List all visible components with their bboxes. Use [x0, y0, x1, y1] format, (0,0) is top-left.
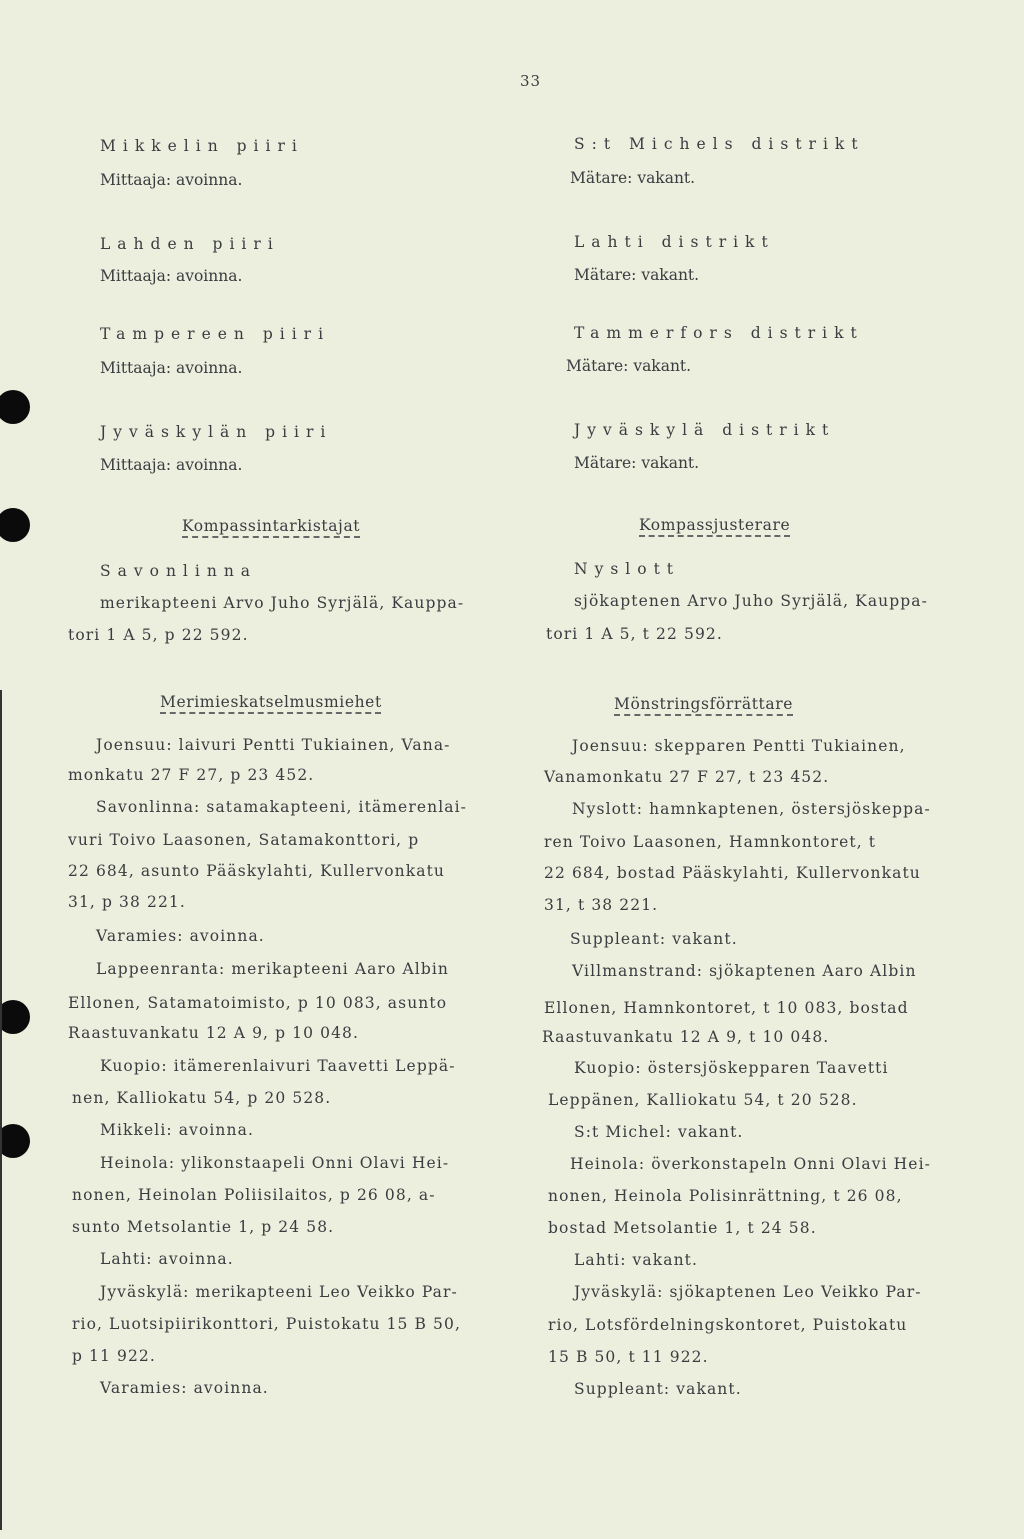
entry-line: 31, p 38 221.	[68, 893, 186, 911]
punch-hole	[0, 1000, 30, 1034]
entry-line: Jyväskylä: merikapteeni Leo Veikko Par-	[100, 1283, 458, 1301]
entry-line: monkatu 27 F 27, p 23 452.	[68, 766, 315, 784]
entry-line: 31, t 38 221.	[544, 896, 659, 914]
entry-line: Leppänen, Kalliokatu 54, t 20 528.	[548, 1091, 858, 1109]
entry-line: bostad Metsolantie 1, t 24 58.	[548, 1219, 817, 1237]
district-heading: Tampereen piiri	[100, 325, 331, 343]
entry-line: Ellonen, Satamatoimisto, p 10 083, asunto	[68, 994, 448, 1012]
entry-line: Varamies: avoinna.	[96, 927, 265, 945]
entry-line: Villmanstrand: sjökaptenen Aaro Albin	[572, 962, 917, 980]
entry-line: Ellonen, Hamnkontoret, t 10 083, bostad	[544, 999, 909, 1017]
district-heading: Jyväskylän piiri	[100, 423, 333, 441]
district-measurer: Mätare: vakant.	[566, 357, 692, 375]
entry-line: ren Toivo Laasonen, Hamnkontoret, t	[544, 833, 877, 851]
place-heading: Savonlinna	[100, 562, 258, 580]
entry-line: Raastuvankatu 12 A 9, p 10 048.	[68, 1024, 360, 1042]
page-number: 33	[520, 72, 542, 90]
district-measurer: Mätare: vakant.	[574, 454, 700, 472]
district-measurer: Mittaaja: avoinna.	[100, 171, 243, 189]
district-heading: Lahti distrikt	[574, 233, 775, 251]
entry-line: Heinola: ylikonstaapeli Onni Olavi Hei-	[100, 1154, 450, 1172]
text-line: tori 1 A 5, p 22 592.	[68, 626, 249, 644]
district-heading: Mikkelin piiri	[100, 137, 304, 155]
district-measurer: Mätare: vakant.	[570, 169, 696, 187]
entry-line: vuri Toivo Laasonen, Satamakonttori, p	[68, 831, 420, 849]
district-heading: Lahden piiri	[100, 235, 280, 253]
page-edge-line	[0, 690, 2, 1530]
entry-line: 22 684, bostad Pääskylahti, Kullervonkatu	[544, 864, 921, 882]
entry-line: Varamies: avoinna.	[100, 1379, 269, 1397]
entry-line: sunto Metsolantie 1, p 24 58.	[72, 1218, 335, 1236]
entry-line: Joensuu: skepparen Pentti Tukiainen,	[572, 737, 906, 755]
section-heading: Kompassintarkistajat	[182, 517, 361, 535]
punch-hole	[0, 508, 30, 542]
entry-line: Kuopio: itämerenlaivuri Taavetti Leppä-	[100, 1057, 456, 1075]
district-measurer: Mittaaja: avoinna.	[100, 456, 243, 474]
punch-hole	[0, 1124, 30, 1158]
entry-line: Mikkeli: avoinna.	[100, 1121, 254, 1139]
entry-line: Kuopio: östersjöskepparen Taavetti	[574, 1059, 889, 1077]
section-heading: Merimieskatselmusmiehet	[160, 693, 382, 711]
entry-line: Suppleant: vakant.	[574, 1380, 742, 1398]
district-measurer: Mittaaja: avoinna.	[100, 267, 243, 285]
text-line: sjökaptenen Arvo Juho Syrjälä, Kauppa-	[574, 592, 928, 610]
entry-line: rio, Lotsfördelningskontoret, Puistokatu	[548, 1316, 908, 1334]
entry-line: Heinola: överkonstapeln Onni Olavi Hei-	[570, 1155, 931, 1173]
punch-hole	[0, 390, 30, 424]
text-line: merikapteeni Arvo Juho Syrjälä, Kauppa-	[100, 594, 465, 612]
place-heading: Nyslott	[574, 560, 681, 578]
entry-line: Jyväskylä: sjökaptenen Leo Veikko Par-	[574, 1283, 922, 1301]
section-heading: Mönstringsförrättare	[614, 695, 794, 713]
entry-line: 22 684, asunto Pääskylahti, Kullervonkatu	[68, 862, 446, 880]
entry-line: Savonlinna: satamakapteeni, itämerenlai-	[96, 798, 467, 816]
entry-line: Suppleant: vakant.	[570, 930, 738, 948]
entry-line: Joensuu: laivuri Pentti Tukiainen, Vana-	[96, 736, 451, 754]
entry-line: S:t Michel: vakant.	[574, 1123, 744, 1141]
entry-line: Nyslott: hamnkaptenen, östersjöskeppa-	[572, 800, 931, 818]
entry-line: p 11 922.	[72, 1347, 156, 1365]
district-measurer: Mittaaja: avoinna.	[100, 359, 243, 377]
entry-line: Lahti: avoinna.	[100, 1250, 234, 1268]
entry-line: nonen, Heinola Polisinrättning, t 26 08,	[548, 1187, 903, 1205]
district-heading: S:t Michels distrikt	[574, 135, 865, 153]
section-heading: Kompassjusterare	[639, 516, 791, 534]
entry-line: Raastuvankatu 12 A 9, t 10 048.	[542, 1028, 830, 1046]
text-line: tori 1 A 5, t 22 592.	[546, 625, 723, 643]
entry-line: nonen, Heinolan Poliisilaitos, p 26 08, a-	[72, 1186, 436, 1204]
entry-line: 15 B 50, t 11 922.	[548, 1348, 709, 1366]
district-heading: Jyväskylä distrikt	[574, 421, 836, 439]
entry-line: Vanamonkatu 27 F 27, t 23 452.	[544, 768, 830, 786]
entry-line: nen, Kalliokatu 54, p 20 528.	[72, 1089, 332, 1107]
district-heading: Tammerfors distrikt	[574, 324, 864, 342]
district-measurer: Mätare: vakant.	[574, 266, 700, 284]
entry-line: Lappeenranta: merikapteeni Aaro Albin	[96, 960, 450, 978]
entry-line: Lahti: vakant.	[574, 1251, 699, 1269]
entry-line: rio, Luotsipiirikonttori, Puistokatu 15 B 50,	[72, 1315, 461, 1333]
